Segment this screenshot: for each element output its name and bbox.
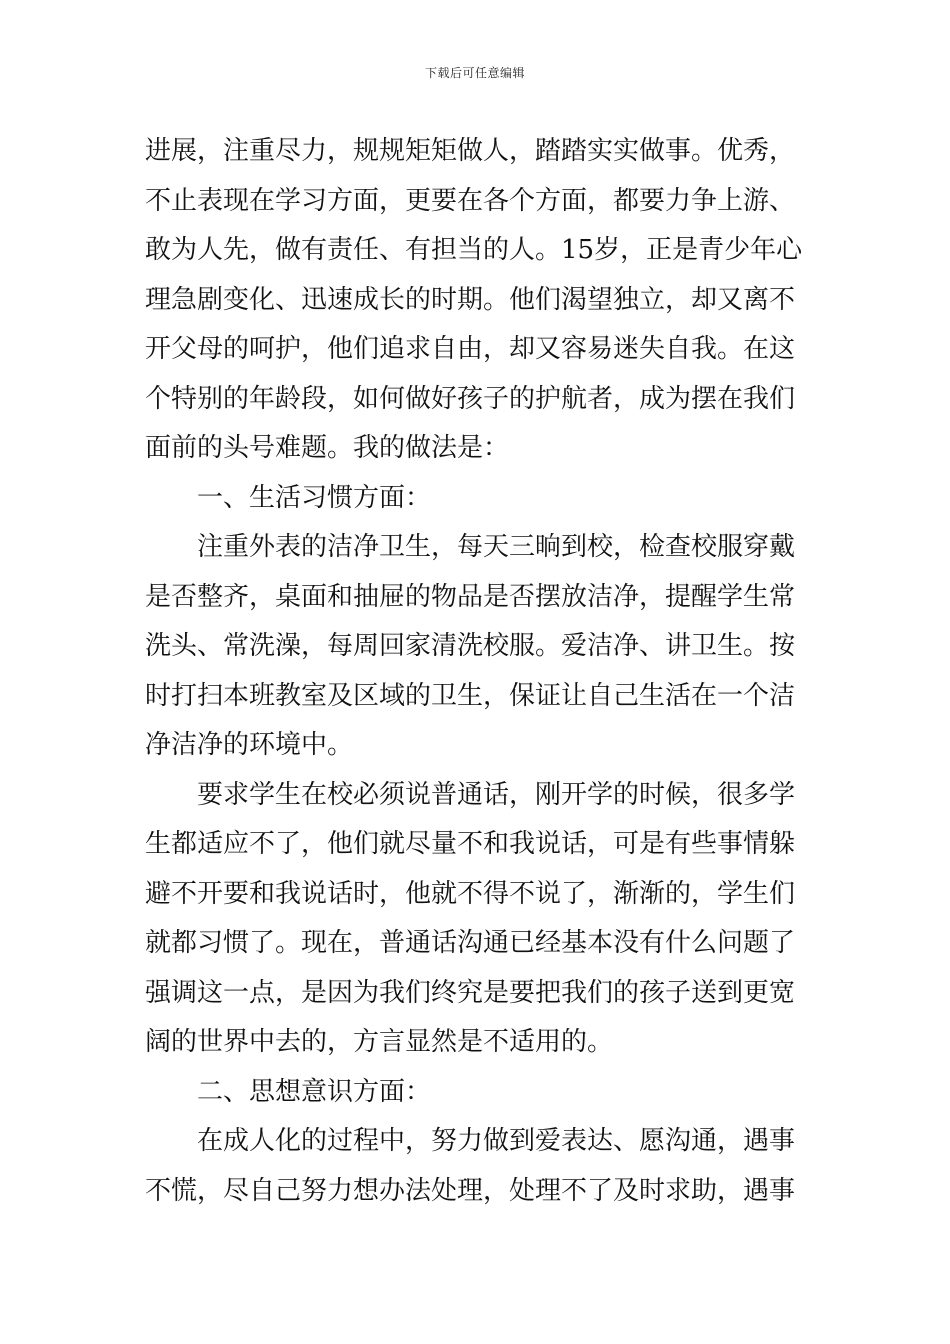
text-line: 是否整齐，桌面和抽屉的物品是否摆放洁净，提醒学生常 (145, 581, 796, 612)
text-line: 不止表现在学习方面，更要在各个方面，都要力争上游、 (145, 185, 796, 216)
text-line: 净洁净的环境中。 (145, 730, 354, 760)
text-line: 在成人化的过程中，努力做到爱表达、愿沟通，遇事 (197, 1126, 796, 1156)
text-line: 要求学生在校必须说普通话，刚开学的时候，很多学 (197, 779, 796, 810)
text-line: 就都习惯了。现在，普通话沟通已经基本没有什么问题了 (145, 928, 796, 958)
text-line: 避不开要和我说话时，他就不得不说了，渐渐的，学生们 (145, 878, 796, 909)
text-line: 时打扫本班教室及区域的卫生，保证让自己生活在一个洁 (145, 680, 796, 711)
text-line: 注重外表的洁净卫生，每天三晌到校，检查校服穿戴 (197, 532, 796, 562)
text-line: 强调这一点，是因为我们终究是要把我们的孩子送到更宽 (145, 977, 796, 1008)
text-line: 个特别的年龄段，如何做好孩子的护航者，成为摆在我们 (145, 383, 796, 414)
text-line: 面前的头号难题。我的做法是： (145, 433, 510, 463)
text-line: 洗头、常洗澡，每周回家清洗校服。爱洁净、讲卫生。按 (145, 631, 796, 661)
text-line: 生都适应不了，他们就尽量不和我说话，可是有些事情躲 (145, 829, 796, 859)
text-line: 开父母的呵护，他们追求自由，却又容易迷失自我。在这 (145, 334, 796, 364)
text-line: 阔的世界中去的，方言显然是不适用的。 (145, 1027, 614, 1057)
section-heading: 一、生活习惯方面： (197, 482, 432, 513)
text-line: 理急剧变化、迅速成长的时期。他们渴望独立，却又离不 (145, 284, 796, 315)
text-line: 不慌，尽自己努力想办法处理，处理不了及时求助，遇事 (145, 1175, 796, 1206)
text-line: 敢为人先，做有责任、有担当的人。15岁，正是青少年心 (145, 235, 803, 265)
page-header: 下载后可任意编辑 (424, 66, 525, 80)
body-text (145, 127, 810, 1216)
section-heading: 二、思想意识方面： (197, 1076, 432, 1107)
text-line: 进展，注重尽力，规规矩矩做人，踏踏实实做事。优秀， (145, 136, 796, 166)
